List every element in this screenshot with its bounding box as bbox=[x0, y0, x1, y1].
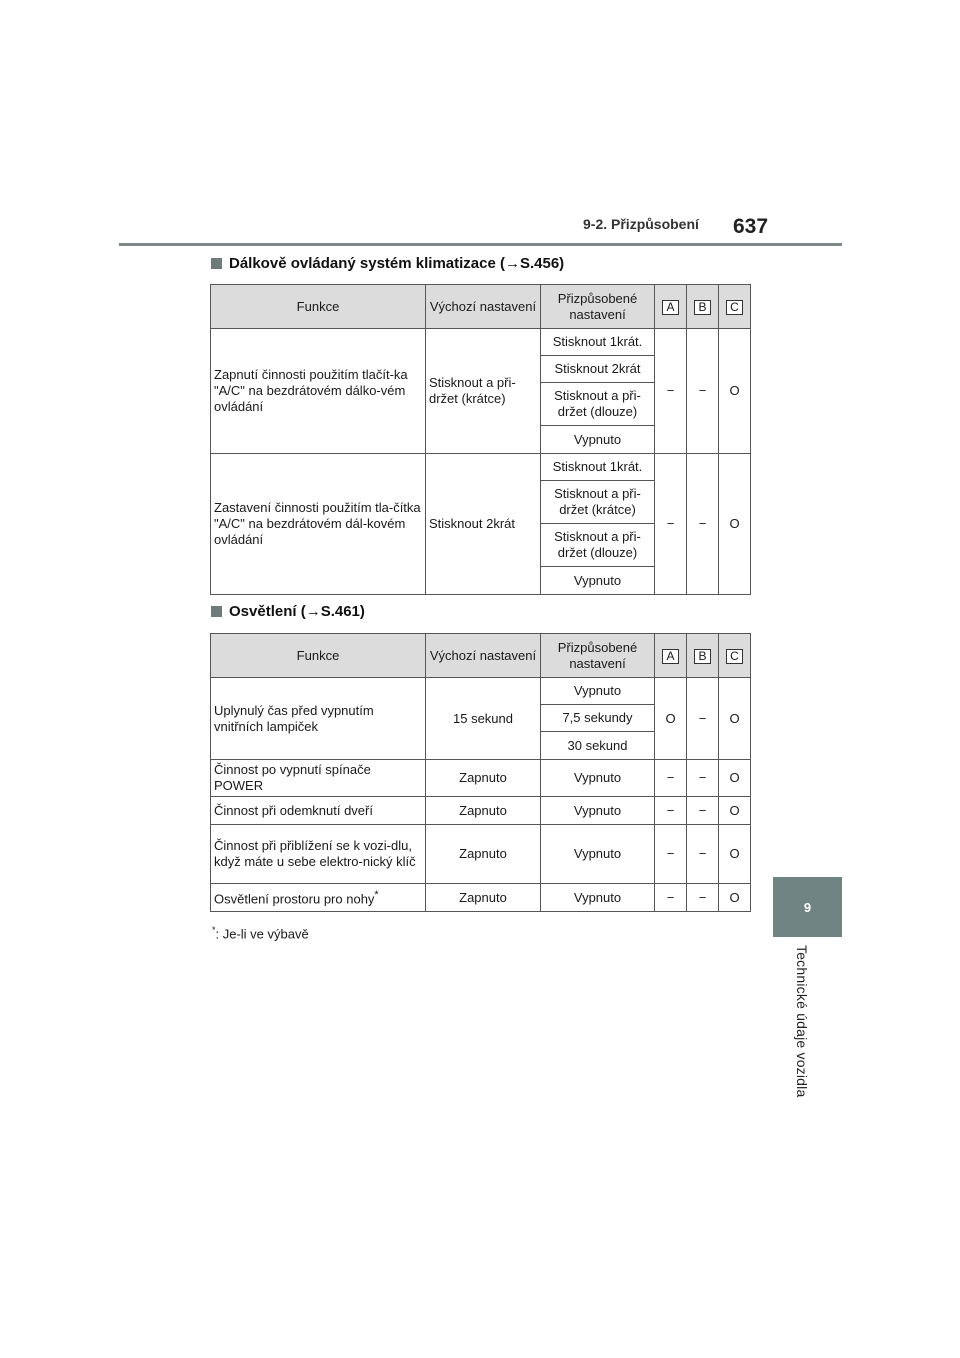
option-cell: Stisknout 2krát bbox=[541, 356, 655, 383]
table-row bbox=[211, 678, 751, 705]
default-cell: Zapnuto bbox=[426, 760, 541, 797]
section-title: 9-2. Přizpůsobení bbox=[583, 216, 699, 232]
c-cell: O bbox=[719, 454, 751, 595]
option-cell: Stisknout a při-držet (dlouze) bbox=[541, 383, 655, 426]
default-cell: Stisknout 2krát bbox=[426, 454, 541, 595]
col-header-b bbox=[687, 285, 719, 329]
function-cell: Činnost při odemknutí dveří bbox=[211, 797, 426, 825]
label-a: A bbox=[662, 649, 679, 664]
b-cell: − bbox=[687, 454, 719, 595]
c-cell: O bbox=[719, 825, 751, 884]
b-cell: − bbox=[687, 329, 719, 454]
col-header-c bbox=[719, 634, 751, 678]
c-cell: O bbox=[719, 760, 751, 797]
table-row bbox=[211, 329, 751, 356]
function-cell bbox=[211, 884, 426, 912]
c-cell: O bbox=[719, 884, 751, 912]
footnote bbox=[212, 925, 309, 941]
section1-title: Dálkově ovládaný systém klimatizace (→S.456) bbox=[229, 255, 565, 272]
option-cell: 30 sekund bbox=[541, 732, 655, 760]
option-cell: Vypnuto bbox=[541, 760, 655, 797]
default-cell: Zapnuto bbox=[426, 825, 541, 884]
a-cell: − bbox=[655, 760, 687, 797]
function-cell: Činnost po vypnutí spínače POWER bbox=[211, 760, 426, 797]
function-cell: Zapnutí činnosti použitím tlačít-ka "A/C" na bezdrátovém dálko-vém ovládání bbox=[211, 329, 426, 454]
option-cell: Vypnuto bbox=[541, 884, 655, 912]
col-header-a bbox=[655, 285, 687, 329]
option-cell: Vypnuto bbox=[541, 567, 655, 595]
section2-heading bbox=[211, 603, 365, 620]
footnote-text: : Je-li ve výbavě bbox=[215, 926, 309, 942]
table-row bbox=[211, 825, 751, 884]
option-cell: Vypnuto bbox=[541, 797, 655, 825]
section1-heading bbox=[211, 255, 564, 272]
table-header-row bbox=[211, 285, 751, 329]
chapter-tab: 9 bbox=[773, 877, 842, 937]
col-header-default: Výchozí nastavení bbox=[426, 634, 541, 678]
function-cell: Uplynulý čas před vypnutím vnitřních lampiček bbox=[211, 678, 426, 760]
col-header-b bbox=[687, 634, 719, 678]
label-c: C bbox=[726, 300, 743, 315]
table-row bbox=[211, 760, 751, 797]
col-header-custom: Přizpůsobené nastavení bbox=[541, 285, 655, 329]
table-header-row bbox=[211, 634, 751, 678]
default-cell: 15 sekund bbox=[426, 678, 541, 760]
label-c: C bbox=[726, 649, 743, 664]
chapter-label: Technické údaje vozidla bbox=[794, 945, 810, 1098]
b-cell: − bbox=[687, 760, 719, 797]
option-cell: 7,5 sekundy bbox=[541, 705, 655, 732]
bullet-square-icon bbox=[211, 606, 222, 617]
function-text: Osvětlení prostoru pro nohy bbox=[214, 891, 375, 907]
c-cell: O bbox=[719, 797, 751, 825]
b-cell: − bbox=[687, 678, 719, 760]
function-cell: Zastavení činnosti použitím tla-čítka "A/C" na bezdrátovém dál-kovém ovládání bbox=[211, 454, 426, 595]
default-cell: Zapnuto bbox=[426, 884, 541, 912]
table-row bbox=[211, 884, 751, 912]
function-cell: Činnost při přiblížení se k vozi-dlu, když máte u sebe elektro-nický klíč bbox=[211, 825, 426, 884]
bullet-square-icon bbox=[211, 258, 222, 269]
a-cell: O bbox=[655, 678, 687, 760]
option-cell: Stisknout a při-držet (krátce) bbox=[541, 481, 655, 524]
col-header-default: Výchozí nastavení bbox=[426, 285, 541, 329]
col-header-a bbox=[655, 634, 687, 678]
a-cell: − bbox=[655, 797, 687, 825]
col-header-custom: Přizpůsobené nastavení bbox=[541, 634, 655, 678]
remote-ac-table bbox=[210, 284, 751, 595]
a-cell: − bbox=[655, 454, 687, 595]
a-cell: − bbox=[655, 329, 687, 454]
option-cell: Stisknout 1krát. bbox=[541, 454, 655, 481]
c-cell: O bbox=[719, 329, 751, 454]
option-cell: Stisknout 1krát. bbox=[541, 329, 655, 356]
col-header-function: Funkce bbox=[211, 285, 426, 329]
option-cell: Stisknout a při-držet (dlouze) bbox=[541, 524, 655, 567]
option-cell: Vypnuto bbox=[541, 426, 655, 454]
option-cell: Vypnuto bbox=[541, 678, 655, 705]
table-row bbox=[211, 454, 751, 481]
footnote-mark: * bbox=[374, 889, 379, 902]
col-header-function: Funkce bbox=[211, 634, 426, 678]
table-row bbox=[211, 797, 751, 825]
lighting-table bbox=[210, 633, 751, 912]
default-cell: Stisknout a při-držet (krátce) bbox=[426, 329, 541, 454]
label-b: B bbox=[694, 649, 711, 664]
b-cell: − bbox=[687, 884, 719, 912]
c-cell: O bbox=[719, 678, 751, 760]
a-cell: − bbox=[655, 884, 687, 912]
header-rule bbox=[119, 243, 842, 246]
default-cell: Zapnuto bbox=[426, 797, 541, 825]
col-header-c bbox=[719, 285, 751, 329]
label-b: B bbox=[694, 300, 711, 315]
b-cell: − bbox=[687, 825, 719, 884]
option-cell: Vypnuto bbox=[541, 825, 655, 884]
section2-title: Osvětlení (→S.461) bbox=[229, 603, 365, 620]
a-cell: − bbox=[655, 825, 687, 884]
b-cell: − bbox=[687, 797, 719, 825]
footnote-mark: * bbox=[212, 925, 216, 935]
label-a: A bbox=[662, 300, 679, 315]
page-number: 637 bbox=[733, 215, 769, 238]
